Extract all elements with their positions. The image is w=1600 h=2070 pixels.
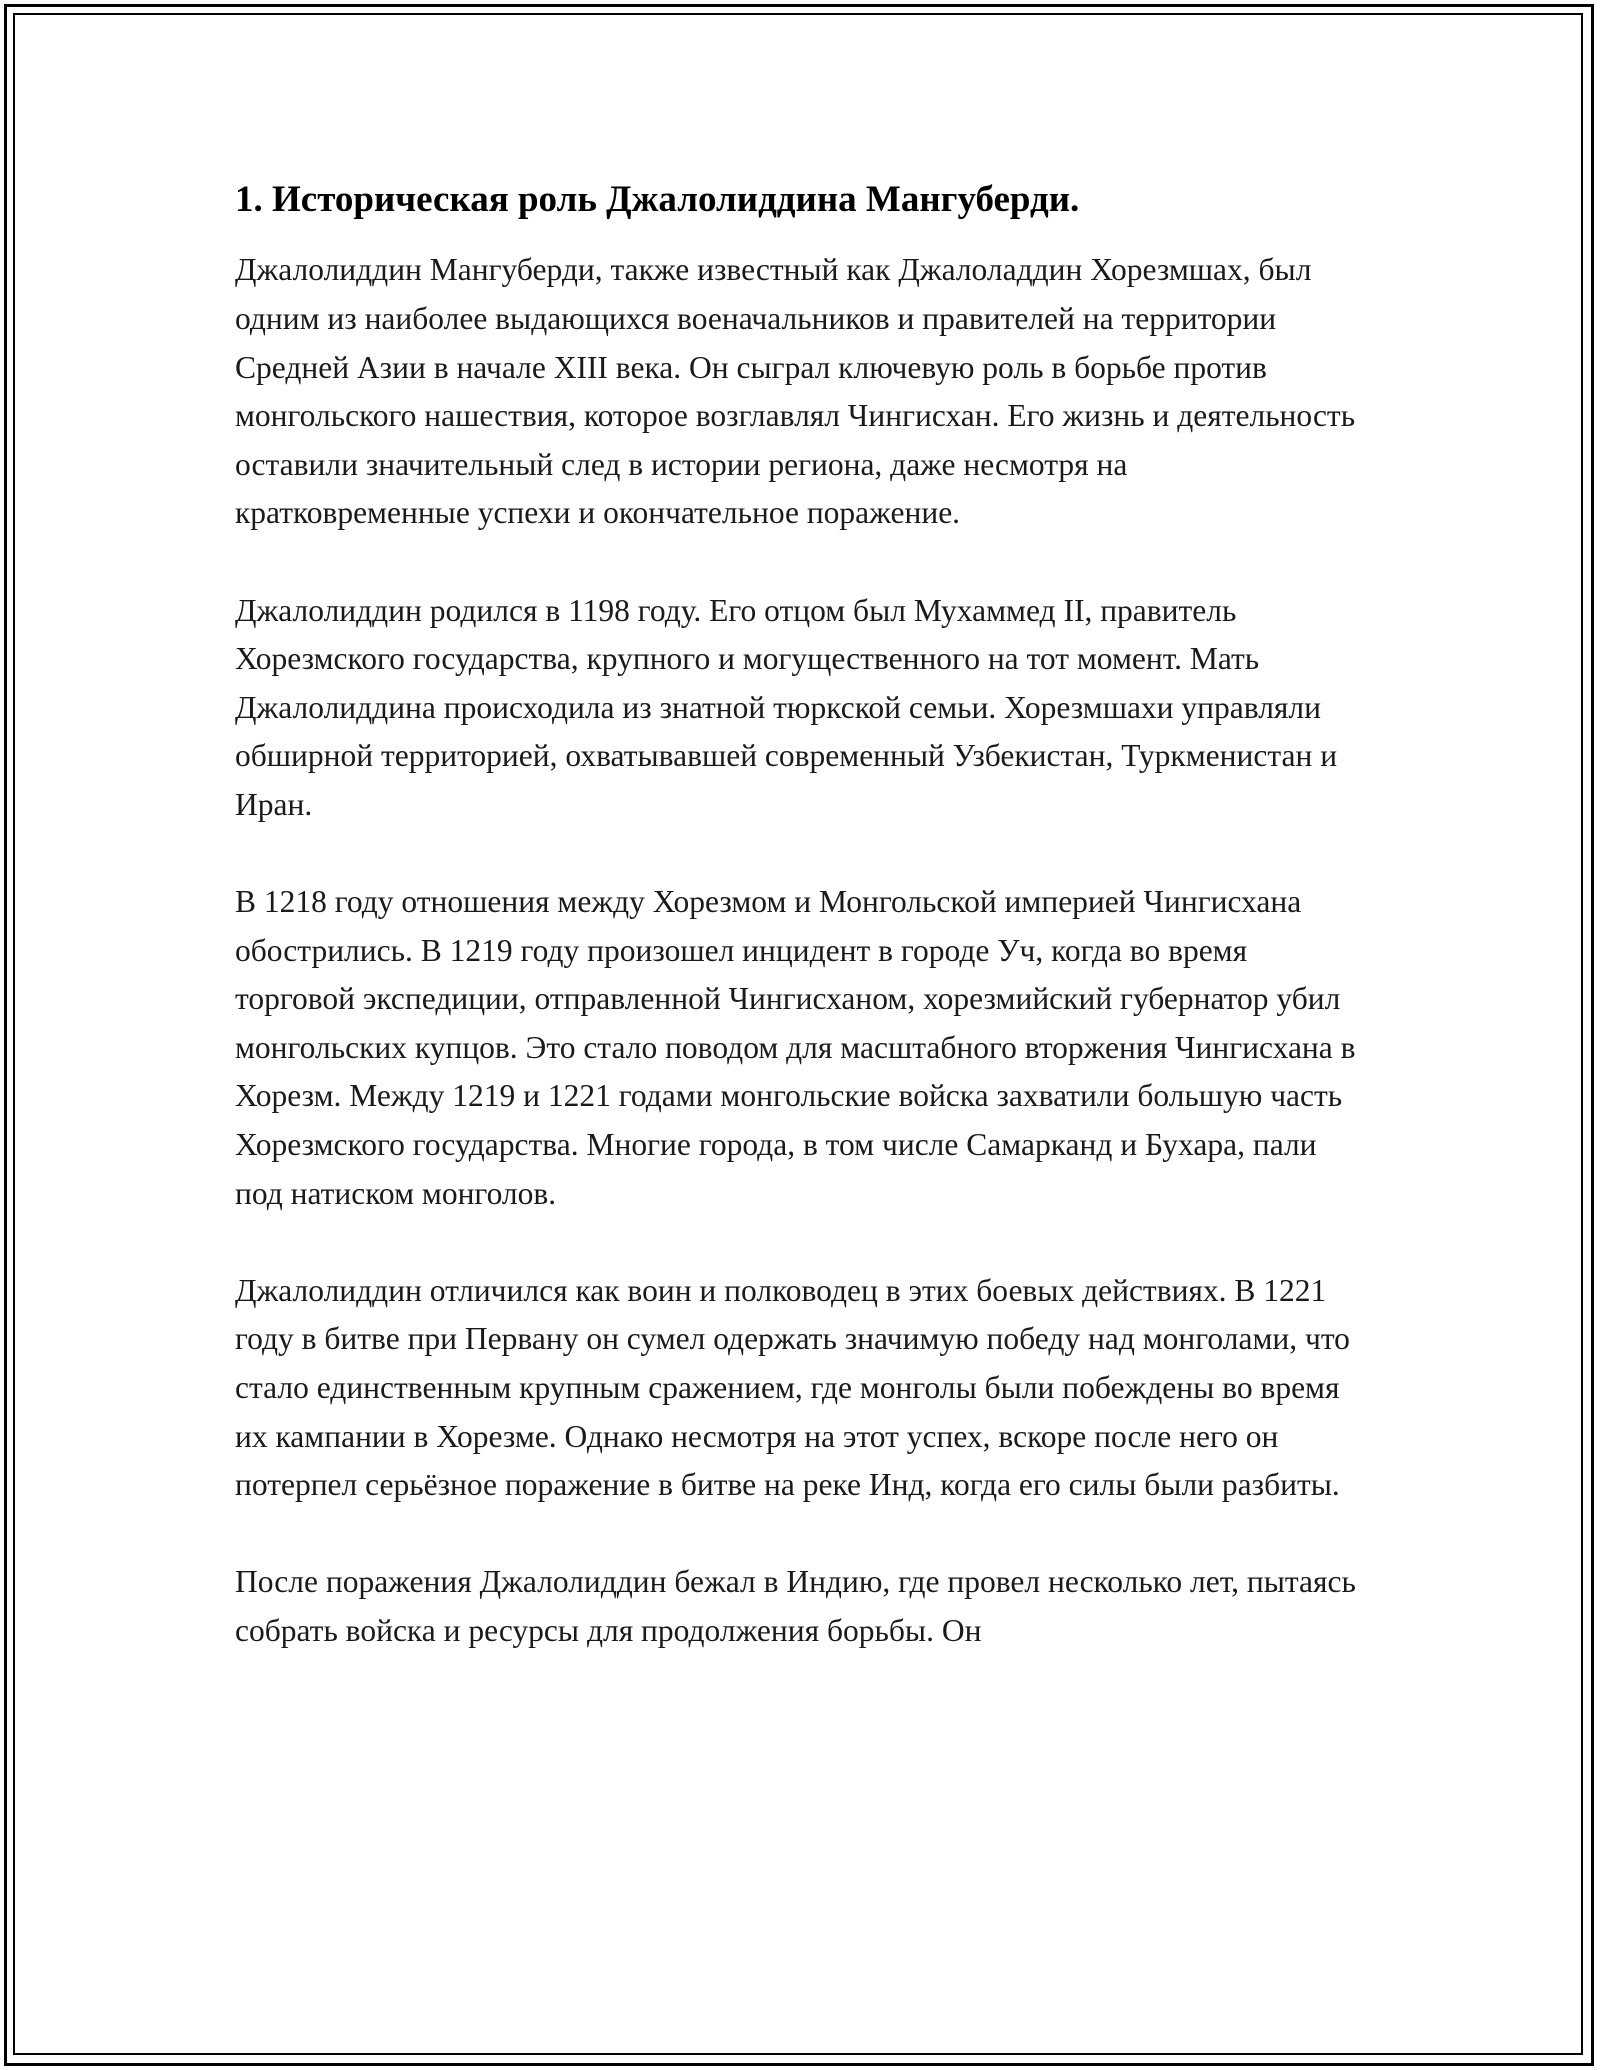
document-body <box>235 178 1365 1656</box>
paragraph-3: В 1218 году отношения между Хорезмом и Монгольской империей Чингисхана обострились. В 1219 году произошел инцидент в городе Уч, когда во время торговой экспедиции, отправленной Чингисханом, хорезмийский губернатор убил монгольских купцов. Это стало поводом для масштабного вторжения Чингисхана в Хорезм. Между 1219 и 1221 годами монгольские войска захватили большую часть Хорезмского государства. Многие города, в том числе Самарканд и Бухара, пали под натиском монголов. <box>235 884 1356 1211</box>
paragraph-1: Джалолиддин Мангуберди, также известный как Джалоладдин Хорезмшах, был одним из наиболее выдающихся военачальников и правителей на территории Средней Азии в начале XIII века. Он сыграл ключевую роль в борьбе против монгольского нашествия, которое возглавлял Чингисхан. Его жизнь и деятельность оставили значительный след в истории региона, даже несмотря на кратковременные успехи и окончательное поражение. <box>235 252 1356 531</box>
paragraph-4: Джалолиддин отличился как воин и полководец в этих боевых действиях. В 1221 году в битве при Первану он сумел одержать значимую победу над монголами, что стало единственным крупным сражением, где монголы были побеждены во время их кампании в Хорезме. Однако несмотря на этот успех, вскоре после него он потерпел серьёзное поражение в битве на реке Инд, когда его силы были разбиты. <box>235 1272 1350 1503</box>
paragraph-5: После поражения Джалолиддин бежал в Индию, где провел несколько лет, пытаясь собрать войска и ресурсы для продолжения борьбы. Он <box>235 1564 1356 1649</box>
section-heading: 1. Историческая роль Джалолиддина Мангуберди. <box>235 179 1080 220</box>
paragraph-2: Джалолиддин родился в 1198 году. Его отцом был Мухаммед II, правитель Хорезмского государства, крупного и могущественного на тот момент. Мать Джалолиддина происходила из знатной тюркской семьи. Хорезмшахи управляли обширной территорией, охватывавшей современный Узбекистан, Туркменистан и Иран. <box>235 592 1338 822</box>
